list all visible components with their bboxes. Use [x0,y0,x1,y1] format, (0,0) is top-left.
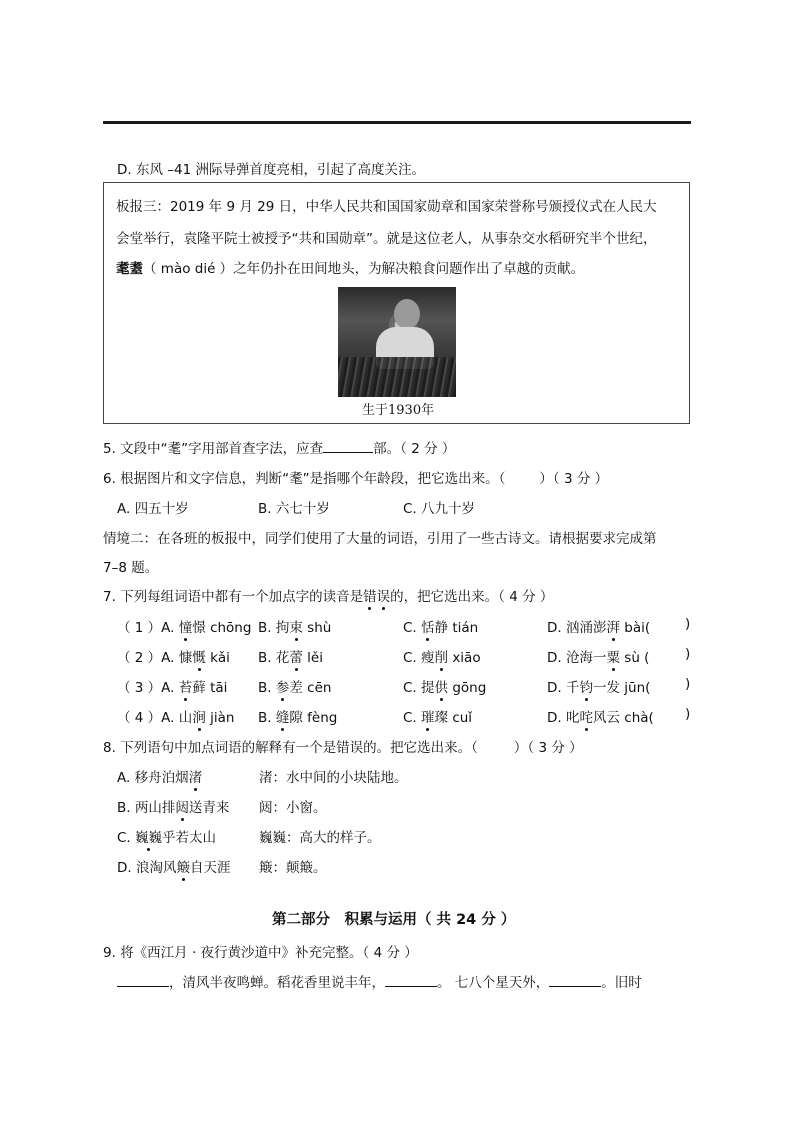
q9-blank-3[interactable] [549,972,601,987]
pinyin: tián [452,620,479,636]
dotted-char: 削 [435,646,449,666]
q7-row1-close-paren: ) [685,616,691,632]
q8-explanation-d: 簸：颠簸。 [259,860,327,876]
dotted-char: 钧 [579,676,593,696]
option-prefix: A. [161,650,179,666]
q9-segment-3: 。旧时 [601,975,642,991]
char: 隙 [289,710,303,726]
board3-line3-rest: （ mào dié ）之年仍扑在田间地头，为解决粮食问题作出了卓越的贡献。 [143,261,585,277]
q7-row3-d[interactable] [547,676,650,696]
word-maodie: 耄耋 [116,261,143,277]
char: 一发 [592,680,620,696]
row-label: （ 3 ） [117,680,162,696]
phrase-text: 移舟泊烟 [134,770,189,786]
option-prefix: D. [547,710,566,726]
pinyin: chà( [624,710,654,726]
q8-explanation-b: 闼：小窗。 [259,800,327,816]
previous-option-d: D. 东风 –41 洲际导弹首度亮相，引起了高度关注。 [117,162,425,178]
photo-caption: 生于1930年 [362,403,435,418]
q7-row2-a[interactable] [117,646,230,666]
q7-row3-b[interactable] [258,676,331,696]
board3-box [103,182,690,424]
q8-tail: ）（ 3 分 ） [513,740,583,756]
dotted-char: 闼 [175,796,189,816]
char: 提 [421,680,435,696]
char: 风云 [592,710,620,726]
q7-row4-c[interactable] [403,706,472,726]
board3-line3 [116,257,584,277]
dotted-char: 束 [289,616,303,636]
q7-stem-pre: 7. 下列每组词语中都有一个加点字的读音是 [103,589,364,605]
q7-row3-c[interactable] [403,676,486,696]
q7-row4-close-paren: ) [685,706,691,722]
char: 拘 [275,620,290,636]
option-prefix: D. [117,860,136,876]
char: 花 [275,650,290,666]
dotted-char: 苔 [179,676,193,696]
pinyin: sù ( [624,650,650,666]
pinyin: shù [307,620,332,636]
option-prefix: A. [161,680,179,696]
char: 藓 [192,680,206,696]
q7-row4-b[interactable] [258,706,337,726]
option-prefix: A. [117,770,135,786]
char: 叱 [565,710,580,726]
q7-row1-c[interactable] [403,616,478,636]
q8-option-b[interactable] [117,796,229,816]
q7-row3-a[interactable] [117,676,227,696]
phrase-text: 送青来 [188,800,230,816]
q7-row1-d[interactable] [547,616,650,636]
option-prefix: D. [547,650,566,666]
q9-segment-2: 。 七八个星天外， [437,975,550,991]
dotted-word: 巍巍 [135,826,162,846]
pinyin: kǎi [210,650,230,666]
q6-stem: 6. 根据图片和文字信息，判断“耄”是指哪个年龄段，把它选出来。（ [103,471,506,487]
context2-line2: 7–8 题。 [103,560,159,576]
q9-fill-line [117,971,642,991]
option-prefix: B. [258,650,276,666]
q8-explanation-a: 渚：水中间的小块陆地。 [259,770,408,786]
pinyin: cēn [307,680,332,696]
dotted-char: 恬 [421,616,435,636]
option-prefix: C. [403,680,422,696]
row-label: （ 4 ） [117,710,162,726]
q7-stem-post: 的，把它选出来。（ 4 分 ） [390,589,554,605]
pinyin: xiāo [452,650,481,666]
question-8-stem [103,736,583,756]
question-7-stem [103,585,553,605]
q5-answer-blank[interactable] [323,438,373,453]
phrase-text: 自天涯 [189,860,231,876]
char: 沧海一 [565,650,607,666]
dotted-char: 璀 [421,706,435,726]
dotted-char: 缝 [276,706,290,726]
phrase-text: 两山排 [134,800,176,816]
dotted-char: 憧 [179,616,193,636]
q5-tail: 部。（ 2 分 ） [373,441,456,457]
char: 瘦 [421,650,435,666]
q8-option-a[interactable] [117,766,202,786]
option-prefix: D. [547,680,566,696]
q9-blank-2[interactable] [385,972,437,987]
row-label: （ 2 ） [117,650,162,666]
row-label: （ 1 ） [117,620,162,636]
option-prefix: B. [258,710,276,726]
option-prefix: B. [117,800,135,816]
q7-row2-b[interactable] [258,646,323,666]
q7-row3-close-paren: ) [685,676,691,692]
q7-dotted-char-1: 错 [363,585,377,605]
q8-explanation-c: 巍巍：高大的样子。 [259,830,381,846]
q8-stem: 8. 下列语句中加点词语的解释有一个是错误的。把它选出来。（ [103,740,478,756]
q7-row2-close-paren: ) [685,646,691,662]
q8-option-d[interactable] [117,856,230,876]
pinyin: jūn( [624,680,651,696]
char: 憬 [192,620,206,636]
dotted-char: 慨 [192,646,206,666]
dotted-char: 粟 [606,646,620,666]
board3-line2: 会堂举行，袁隆平院士被授予“共和国勋章”。就是这位老人，从事杂交水稻研究半个世纪， [116,231,657,247]
pinyin: cuǐ [452,710,473,726]
option-prefix: A. [161,710,179,726]
char: 山 [178,710,193,726]
char: 差 [289,680,303,696]
dotted-char: 湃 [606,616,620,636]
q7-row1-b[interactable] [258,616,331,636]
q5-stem: 5. 文段中“耄”字用部首查字法，应查 [103,441,324,457]
phrase-text: 浪淘风 [135,860,177,876]
question-6 [103,467,608,487]
char: 静 [434,620,449,636]
q6-option-b[interactable]: B. 六七十岁 [258,501,330,517]
pinyin: gōng [452,680,487,696]
pinyin: tāi [210,680,228,696]
q7-row2-c[interactable] [403,646,481,666]
char: 璨 [434,710,449,726]
phrase-text: 乎若太山 [162,830,217,846]
q8-option-c[interactable] [117,826,216,846]
dotted-char: 参 [276,676,290,696]
pinyin: chōng [210,620,252,636]
header-rule [103,121,691,124]
q9-segment-1: ，清风半夜鸣蝉。稻花香里说丰年， [169,975,385,991]
q7-row4-d[interactable] [547,706,654,726]
pinyin: bài( [624,620,651,636]
option-prefix: C. [403,650,422,666]
dotted-char: 簸 [176,856,190,876]
photo-head [394,299,420,329]
q7-row1-a[interactable] [117,616,251,636]
option-prefix: B. [258,620,276,636]
question-5 [103,437,455,457]
option-prefix: C. [403,620,422,636]
q9-blank-1[interactable] [117,972,169,987]
q6-tail: ）（ 3 分 ） [539,471,609,487]
option-prefix: A. [161,620,179,636]
q7-row2-d[interactable] [547,646,649,666]
dotted-char: 蕾 [289,646,303,666]
dotted-char: 涧 [192,706,206,726]
option-prefix: B. [258,680,276,696]
question-9-stem: 9. 将《西江月 · 夜行黄沙道中》补充完整。（ 4 分 ） [103,945,418,961]
photo-rice-plants [338,357,456,397]
dotted-char: 供 [435,676,449,696]
option-prefix: C. [403,710,422,726]
q7-dotted-char-2: 误 [377,585,391,605]
pinyin: lěi [307,650,323,666]
option-prefix: D. [547,620,566,636]
pinyin: fèng [307,710,338,726]
dotted-char: 咤 [579,706,593,726]
option-prefix: C. [117,830,136,846]
char: 千 [565,680,580,696]
q7-row4-a[interactable] [117,706,234,726]
pinyin: jiàn [210,710,235,726]
yuan-longping-photo [338,287,456,397]
dotted-char: 渚 [189,766,203,786]
part2-heading: 第二部分 积累与运用（ 共 24 分 ） [272,912,516,928]
char: 慷 [178,650,193,666]
board3-line1: 板报三：2019 年 9 月 29 日，中华人民共和国国家勋章和国家荣誉称号颁授仪式在人民大 [116,199,657,215]
context2-line1: 情境二：在各班的板报中，同学们使用了大量的词语，引用了一些古诗文。请根据要求完成第 [103,531,657,547]
q6-option-c[interactable]: C. 八九十岁 [403,501,476,517]
q6-option-a[interactable]: A. 四五十岁 [117,501,189,517]
char: 汹涌澎 [565,620,607,636]
